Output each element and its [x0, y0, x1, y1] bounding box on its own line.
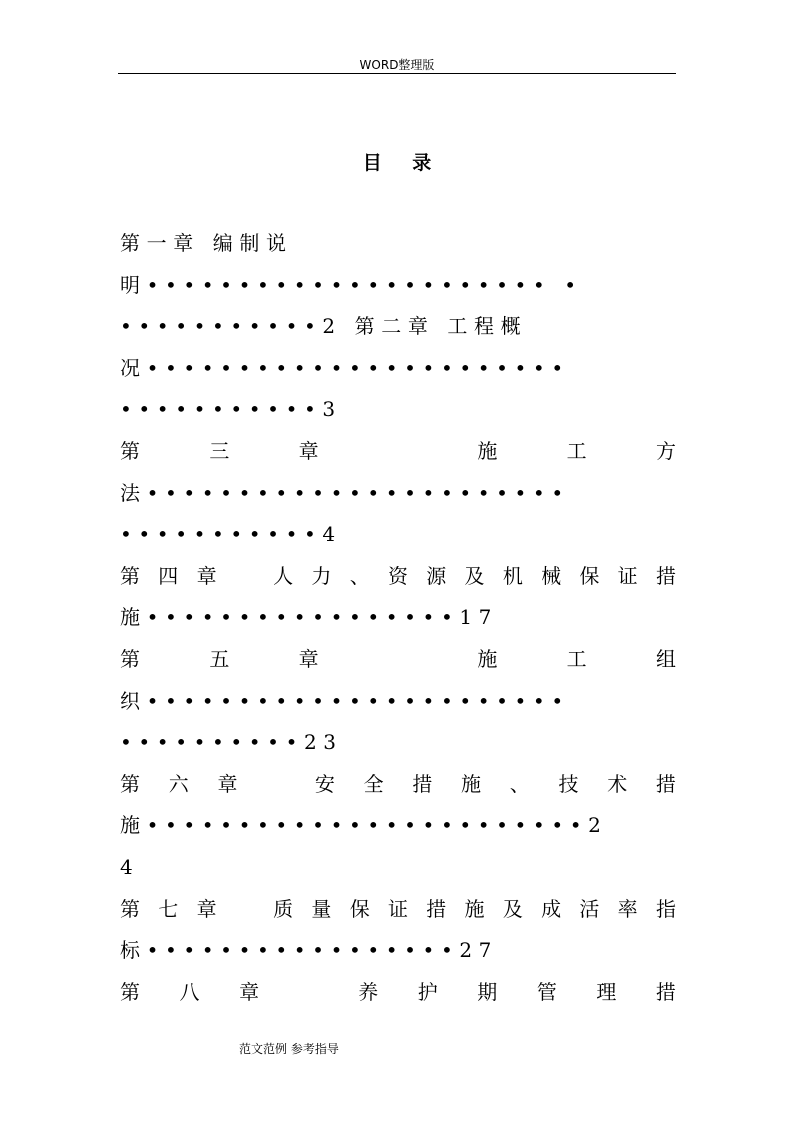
toc-char: 第 [120, 563, 140, 588]
toc-line: 标•••••••••••••••••27 [120, 938, 498, 963]
toc-char: 工 [566, 647, 587, 671]
toc-char: 施 [464, 896, 485, 921]
toc-line: 法••••••••••••••••••••••• [120, 480, 570, 505]
toc-line [120, 562, 676, 590]
toc-char: 源 [426, 563, 447, 588]
toc-line: ••••••••••23 [120, 730, 343, 755]
toc-char: 保 [349, 896, 370, 921]
toc-char [235, 895, 255, 923]
toc-char: 证 [387, 896, 408, 921]
toc-char: 章 [298, 439, 319, 463]
toc-line: •••••••••••4 [120, 522, 342, 547]
toc-char: 八 [179, 979, 200, 1004]
toc-char [299, 978, 319, 1006]
toc-char: 第 [120, 647, 140, 671]
toc-char: 保 [579, 563, 600, 588]
toc-char [388, 645, 408, 673]
toc-char: 机 [502, 563, 523, 588]
toc-char: 、 [349, 563, 370, 588]
toc-char [388, 437, 408, 465]
toc-char: 理 [596, 979, 617, 1004]
toc-char [235, 562, 255, 590]
toc-char: 技 [558, 771, 579, 796]
header-rule [118, 73, 676, 74]
toc-char: 及 [464, 563, 485, 588]
toc-line: 况••••••••••••••••••••••• [120, 355, 570, 380]
toc-char: 第 [120, 771, 140, 796]
toc-char: 三 [209, 439, 230, 463]
toc-char: 工 [566, 439, 587, 463]
toc-line: •••••••••••3 [120, 397, 342, 422]
toc-char: 养 [358, 979, 379, 1004]
toc-title: 目 录 [362, 152, 444, 174]
page-header: WORD整理版 [359, 58, 435, 72]
toc-char: 管 [536, 979, 557, 1004]
toc-char: 人 [273, 563, 294, 588]
toc-line [120, 978, 676, 1006]
toc-line: 第一章 编制说 [120, 231, 293, 255]
toc-line: •••••••••••2 第二章 工程概 [120, 314, 528, 339]
toc-char: 四 [158, 563, 179, 588]
toc-char: 活 [579, 896, 600, 921]
toc-char: 措 [655, 771, 676, 796]
toc-char: 资 [387, 563, 408, 588]
toc-char: 械 [541, 563, 562, 588]
toc-line: 明•••••••••••••••••••••• • [120, 272, 583, 297]
toc-char: 五 [209, 647, 230, 671]
toc-char: 施 [477, 439, 498, 463]
toc-line [120, 770, 676, 798]
toc-line [120, 895, 676, 923]
toc-line: 施••••••••••••••••••••••••2 [120, 813, 608, 838]
toc-char: 率 [617, 896, 638, 921]
toc-char: 证 [617, 563, 638, 588]
toc-char: 全 [363, 771, 384, 796]
toc-line [120, 437, 676, 465]
toc-char: 措 [426, 896, 447, 921]
toc-char: 及 [502, 896, 523, 921]
toc-char [266, 770, 286, 798]
toc-char: 施 [461, 771, 482, 796]
toc-char: 质 [273, 896, 294, 921]
toc-char: 第 [120, 896, 140, 921]
toc-char: 第 [120, 439, 140, 463]
toc-line: 织••••••••••••••••••••••• [120, 688, 570, 713]
toc-char: 六 [168, 771, 189, 796]
toc-char: 护 [417, 979, 438, 1004]
toc-char: 章 [298, 647, 319, 671]
toc-char: 措 [655, 563, 676, 588]
toc-char: 措 [412, 771, 433, 796]
toc-char: 方 [655, 439, 676, 463]
toc-char: 指 [655, 896, 676, 921]
toc-line: 4 [120, 855, 140, 879]
toc-char: 七 [158, 896, 179, 921]
toc-char: 期 [477, 979, 498, 1004]
toc-char: 章 [217, 771, 238, 796]
toc-char: 章 [239, 979, 260, 1004]
toc-char: 量 [311, 896, 332, 921]
toc-char: 术 [607, 771, 628, 796]
toc-char: 章 [196, 896, 217, 921]
toc-char: 组 [655, 647, 676, 671]
toc-char: 、 [509, 771, 530, 796]
toc-line: 施•••••••••••••••••17 [120, 605, 498, 630]
toc-line [120, 645, 676, 673]
toc-char: 力 [311, 563, 332, 588]
toc-char: 第 [120, 979, 140, 1004]
toc-char: 章 [196, 563, 217, 588]
toc-char: 措 [655, 979, 676, 1004]
toc-char: 安 [314, 771, 335, 796]
toc-char: 成 [541, 896, 562, 921]
toc-char: 施 [477, 647, 498, 671]
page-footer: 范文范例 参考指导 [239, 1042, 339, 1056]
